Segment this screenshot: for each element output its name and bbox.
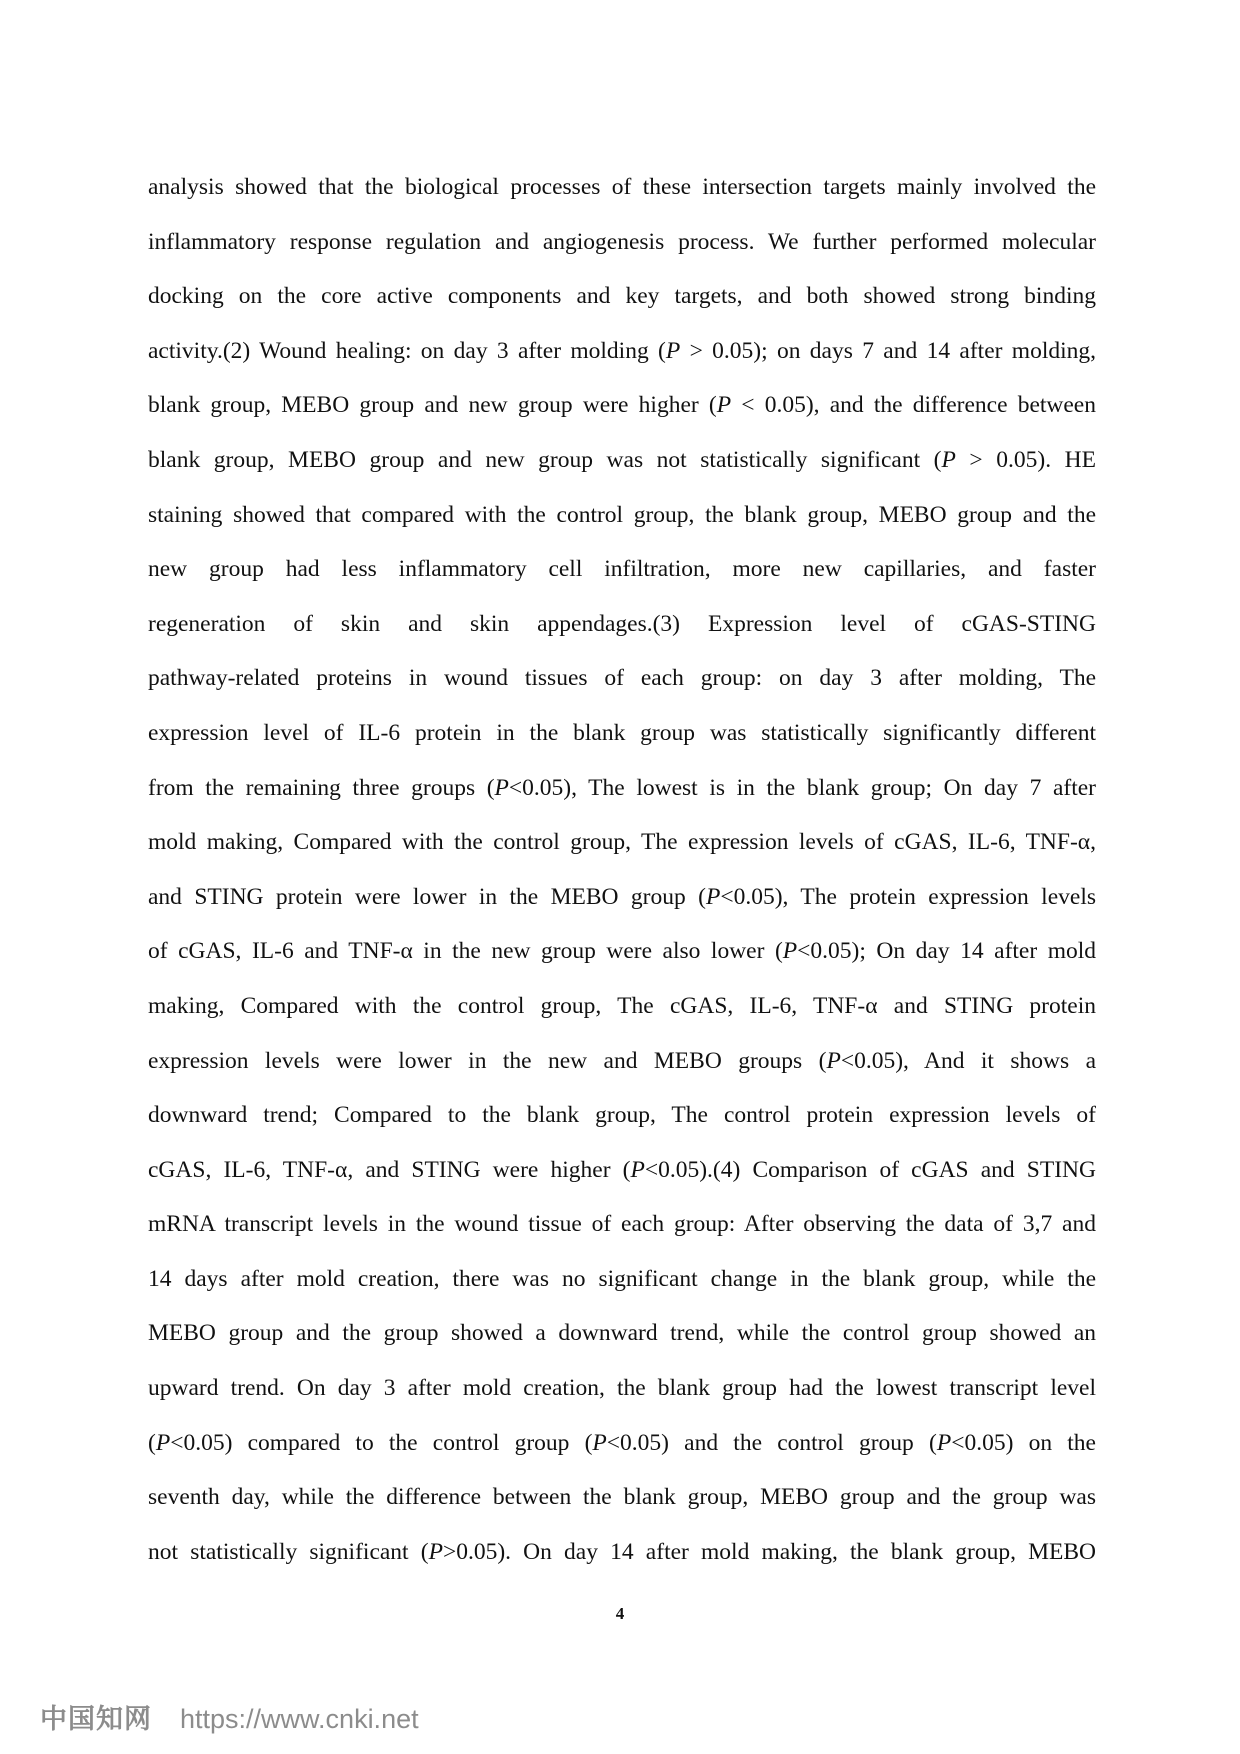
text-line: analysis showed that the biological processes of these intersection targets mainly involved the (148, 174, 1096, 200)
text-line: mRNA transcript levels in the wound tissue of each group: After observing the data of 3,7 and (148, 1211, 1096, 1238)
text-line: making, Compared with the control group, The cGAS, IL-6, TNF-α and STING protein (148, 992, 1096, 1019)
text-line: expression level of IL-6 protein in the blank group was statistically significantly different (148, 719, 1096, 746)
text-line: MEBO group and the group showed a downward trend, while the control group showed an (148, 1320, 1096, 1347)
text-line: upward trend. On day 3 after mold creation, the blank group had the lowest transcript level (148, 1375, 1096, 1402)
text-line: cGAS, IL-6, TNF-α, and STING were higher (P<0.05).(4) Comparison of cGAS and STING (148, 1156, 1096, 1183)
watermark-url: https://www.cnki.net (180, 1704, 419, 1734)
text-line: seventh day, while the difference between the blank group, MEBO group and the group was (148, 1484, 1096, 1511)
text-line: inflammatory response regulation and angiogenesis process. We further performed molecular (148, 228, 1096, 255)
text-line: regeneration of skin and skin appendages.(3) Expression level of cGAS-STING (148, 610, 1096, 637)
text-line: mold making, Compared with the control group, The expression levels of cGAS, IL-6, TNF-α, (148, 829, 1096, 856)
text-line: from the remaining three groups (P<0.05), The lowest is in the blank group; On day 7 after (148, 774, 1096, 801)
text-line: blank group, MEBO group and new group were higher (P < 0.05), and the difference between (148, 392, 1096, 419)
watermark-brand: 中国知网 (40, 1704, 152, 1735)
text-line: pathway-related proteins in wound tissues of each group: on day 3 after molding, The (148, 665, 1096, 692)
text-line: docking on the core active components and key targets, and both showed strong binding (148, 283, 1096, 310)
text-line: and STING protein were lower in the MEBO group (P<0.05), The protein expression levels (148, 883, 1096, 910)
page-number: 4 (615, 1604, 625, 1623)
text-line: blank group, MEBO group and new group was not statistically significant (P > 0.05). HE (148, 446, 1096, 473)
text-line: 14 days after mold creation, there was no significant change in the blank group, while the (148, 1265, 1096, 1292)
text-line: staining showed that compared with the control group, the blank group, MEBO group and the (148, 501, 1096, 528)
body-text (148, 160, 1096, 1579)
text-line: of cGAS, IL-6 and TNF-α in the new group were also lower (P<0.05); On day 14 after mold (148, 938, 1097, 965)
text-line: (P<0.05) compared to the control group (P<0.05) and the control group (P<0.05) on the (148, 1429, 1096, 1456)
text-line: downward trend; Compared to the blank group, The control protein expression levels of (148, 1102, 1096, 1129)
text-line: new group had less inflammatory cell infiltration, more new capillaries, and faster (148, 556, 1096, 583)
cnki-watermark (40, 1697, 419, 1736)
text-line: not statistically significant (P>0.05). On day 14 after mold making, the blank group, MEBO (148, 1538, 1096, 1565)
text-line: activity.(2) Wound healing: on day 3 after molding (P > 0.05); on days 7 and 14 after molding, (148, 337, 1096, 364)
text-line: expression levels were lower in the new and MEBO groups (P<0.05), And it shows a (148, 1047, 1096, 1074)
